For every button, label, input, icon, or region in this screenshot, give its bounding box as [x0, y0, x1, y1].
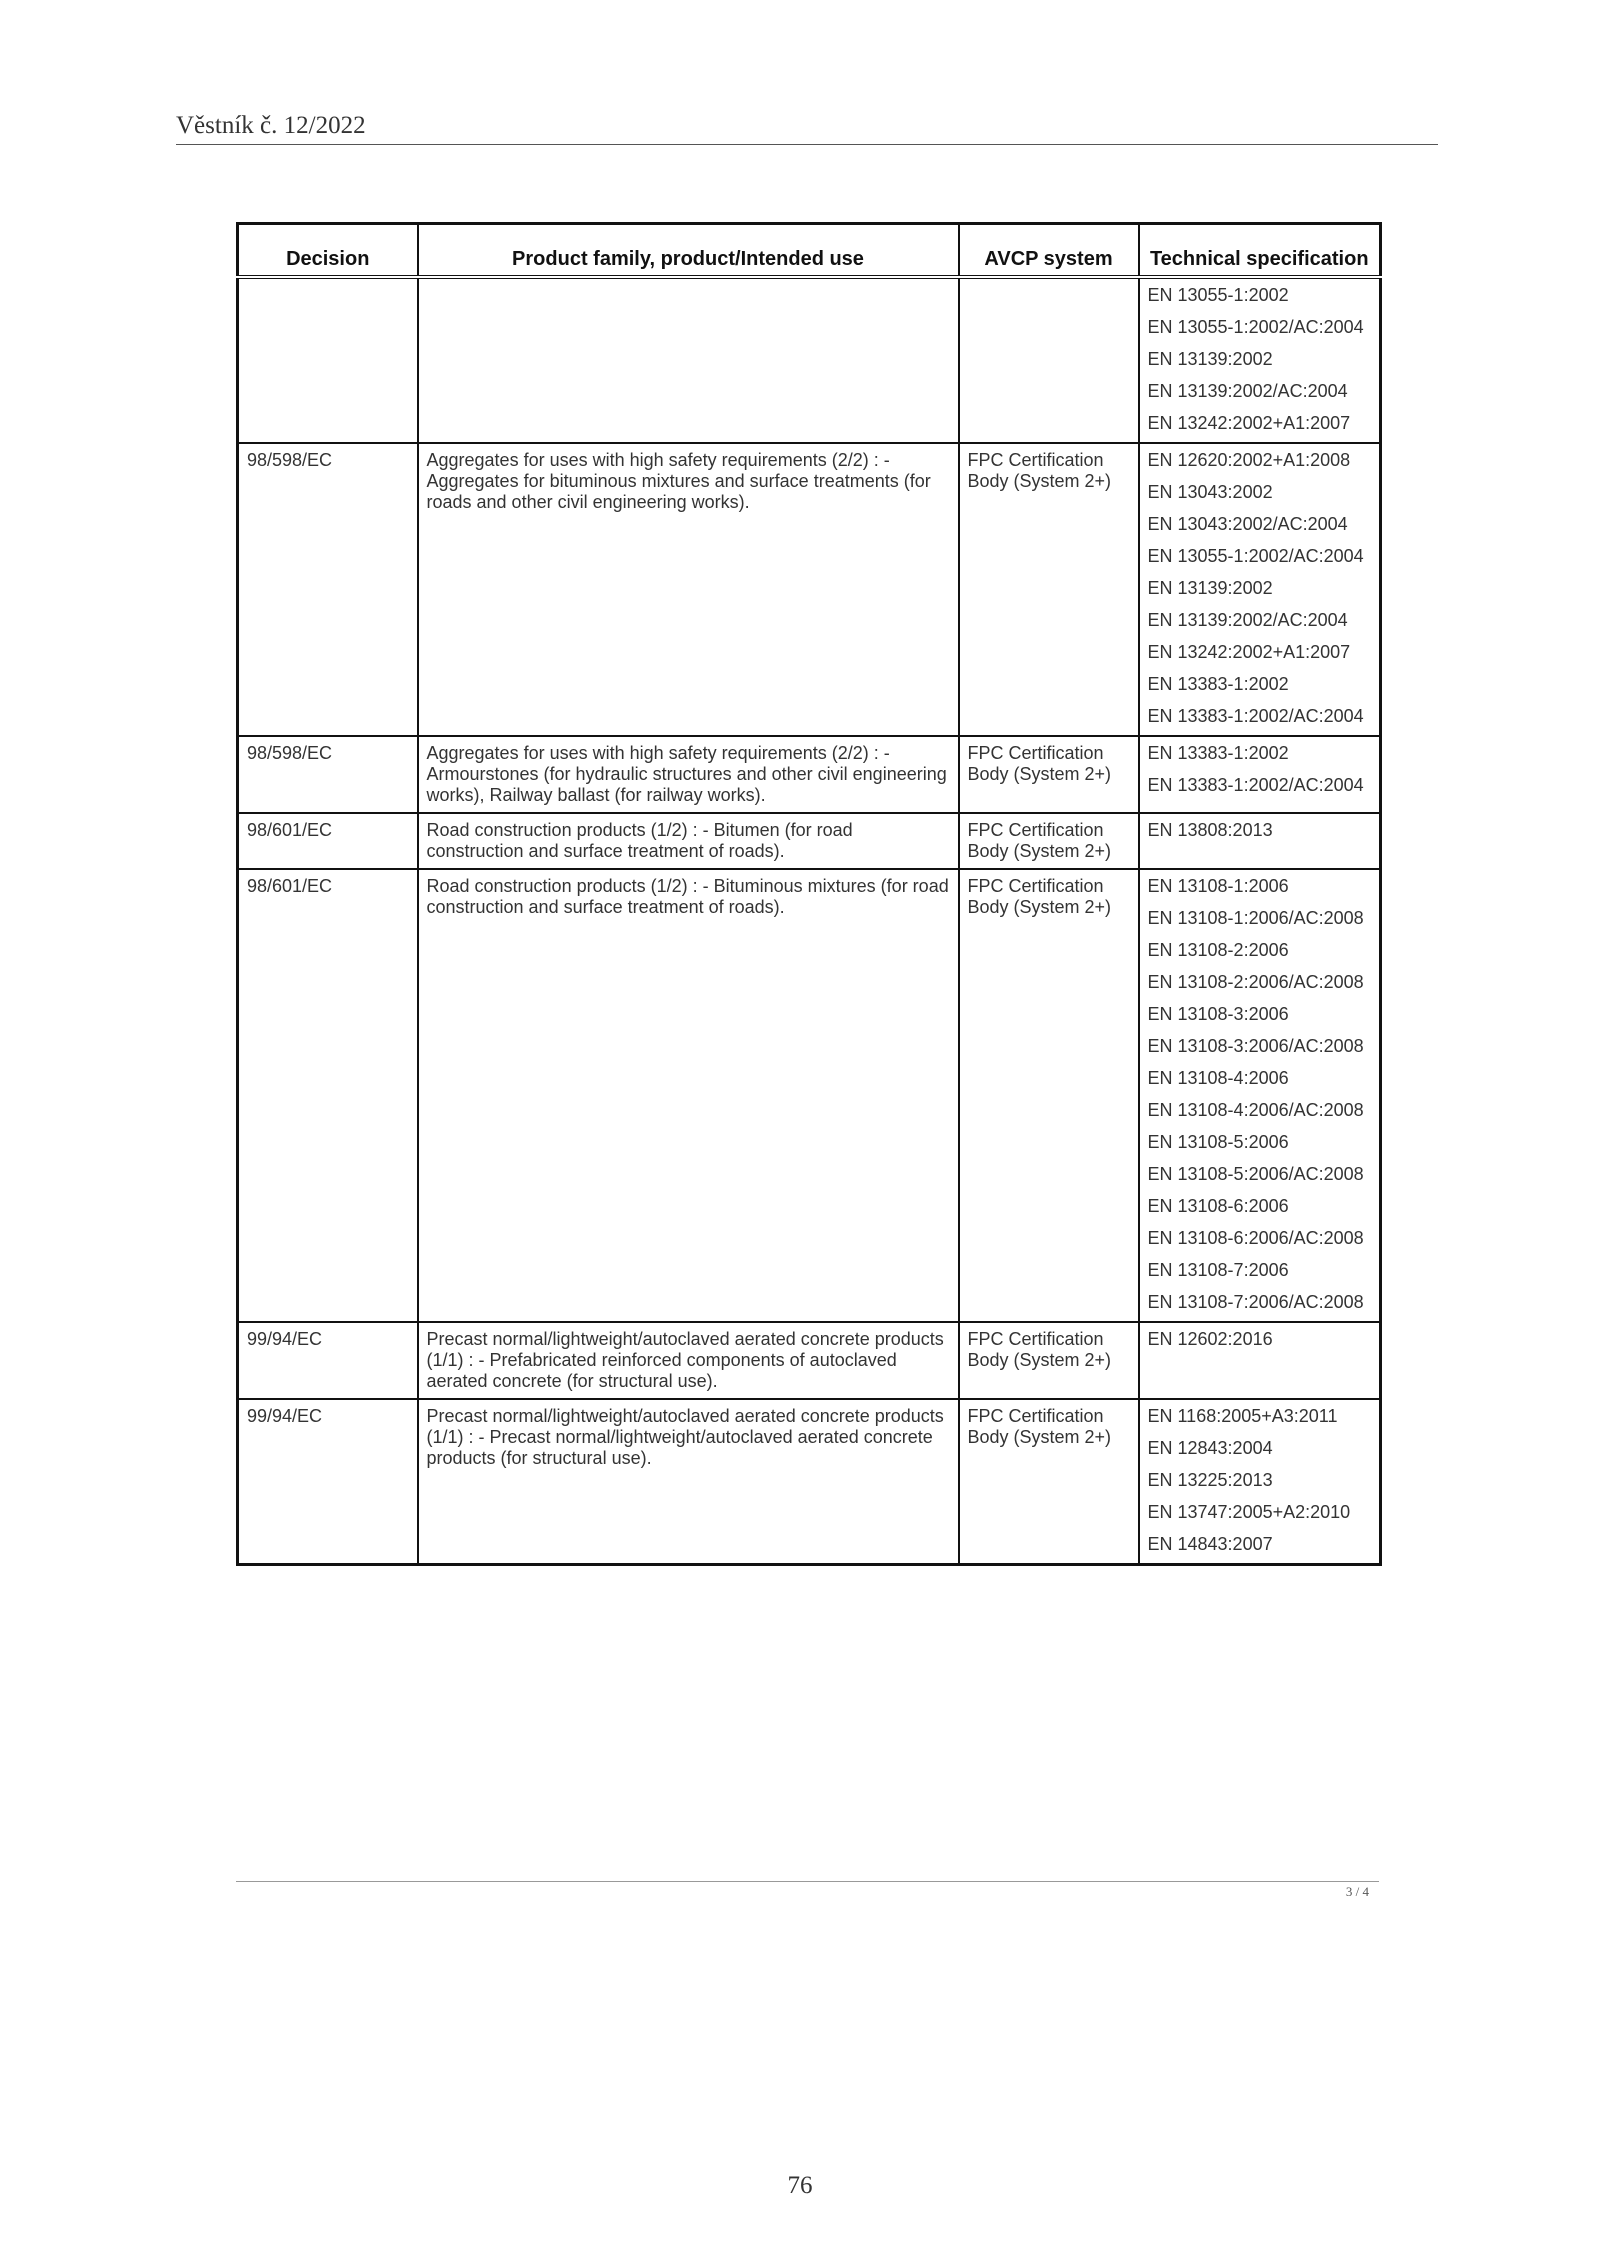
specification-item: EN 13139:2002 [1147, 349, 1273, 369]
specification-item: EN 13808:2013 [1147, 820, 1273, 840]
product-cell: Aggregates for uses with high safety requirements (2/2) : - Armourstones (for hydraulic structures and other civil engineering works), Railway ballast (for railway works). [418, 736, 959, 813]
specification-item: EN 13242:2002+A1:2007 [1147, 642, 1351, 662]
technical-specification-cell [1139, 1399, 1381, 1565]
sheet-number: 3 / 4 [1345, 1884, 1369, 1899]
avcp-cell [959, 277, 1139, 443]
specification-item: EN 13139:2002 [1147, 578, 1273, 598]
technical-specification-cell [1139, 736, 1381, 813]
table-row [238, 277, 1381, 443]
specification-item: EN 13383-1:2002 [1147, 674, 1289, 694]
specification-item: EN 13747:2005+A2:2010 [1147, 1502, 1351, 1522]
specification-item: EN 12843:2004 [1147, 1438, 1273, 1458]
specification-item: EN 13383-1:2002/AC:2004 [1147, 706, 1364, 726]
journal-title: Věstník č. 12/2022 [176, 112, 366, 139]
specification-item: EN 13108-5:2006 [1147, 1132, 1289, 1152]
specification-item: EN 13383-1:2002/AC:2004 [1147, 775, 1364, 795]
specification-item: EN 1168:2005+A3:2011 [1147, 1406, 1338, 1426]
column-header-technical-specification: Technical specification [1139, 224, 1381, 278]
avcp-cell: FPC Certification Body (System 2+) [959, 1322, 1139, 1399]
specification-item: EN 13108-3:2006 [1147, 1004, 1289, 1024]
specification-item: EN 12620:2002+A1:2008 [1147, 450, 1351, 470]
decision-cell: 98/601/EC [238, 869, 418, 1322]
specification-item: EN 12602:2016 [1147, 1329, 1273, 1349]
specification-item: EN 13055-1:2002/AC:2004 [1147, 317, 1364, 337]
specification-item: EN 13108-6:2006 [1147, 1196, 1289, 1216]
decision-cell: 98/601/EC [238, 813, 418, 869]
decision-cell: 99/94/EC [238, 1399, 418, 1565]
technical-specification-cell [1139, 277, 1381, 443]
decision-cell: 98/598/EC [238, 443, 418, 736]
page-number: 76 [787, 2172, 813, 2199]
specification-item: EN 13108-1:2006 [1147, 876, 1289, 896]
specification-item: EN 13055-1:2002/AC:2004 [1147, 546, 1364, 566]
specification-item: EN 13108-7:2006 [1147, 1260, 1289, 1280]
specification-item: EN 14843:2007 [1147, 1534, 1273, 1554]
decision-cell [238, 277, 418, 443]
technical-specification-cell [1139, 1322, 1381, 1399]
decision-cell: 99/94/EC [238, 1322, 418, 1399]
specification-item: EN 13043:2002/AC:2004 [1147, 514, 1348, 534]
specification-item: EN 13242:2002+A1:2007 [1147, 413, 1351, 433]
table-row [238, 443, 1381, 736]
avcp-cell: FPC Certification Body (System 2+) [959, 736, 1139, 813]
column-header-avcp: AVCP system [959, 224, 1139, 278]
avcp-cell: FPC Certification Body (System 2+) [959, 1399, 1139, 1565]
specification-item: EN 13139:2002/AC:2004 [1147, 610, 1348, 630]
footer-rule [236, 1881, 1379, 1882]
specification-item: EN 13139:2002/AC:2004 [1147, 381, 1348, 401]
specification-item: EN 13043:2002 [1147, 482, 1273, 502]
technical-specification-cell [1139, 869, 1381, 1322]
table-row [238, 1322, 1381, 1399]
table-header-row [238, 224, 1381, 278]
specification-item: EN 13108-2:2006 [1147, 940, 1289, 960]
product-cell: Road construction products (1/2) : - Bitumen (for road construction and surface treatment of roads). [418, 813, 959, 869]
product-cell [418, 277, 959, 443]
table-row [238, 813, 1381, 869]
specification-item: EN 13383-1:2002 [1147, 743, 1289, 763]
avcp-cell: FPC Certification Body (System 2+) [959, 813, 1139, 869]
product-cell: Road construction products (1/2) : - Bituminous mixtures (for road construction and surface treatment of roads). [418, 869, 959, 1322]
product-cell: Precast normal/lightweight/autoclaved aerated concrete products (1/1) : - Precast normal/lightweight/autoclaved aerated concrete products (for structural use). [418, 1399, 959, 1565]
specification-item: EN 13108-4:2006 [1147, 1068, 1289, 1088]
avcp-cell: FPC Certification Body (System 2+) [959, 869, 1139, 1322]
specification-item: EN 13108-3:2006/AC:2008 [1147, 1036, 1364, 1056]
column-header-product: Product family, product/Intended use [418, 224, 959, 278]
product-cell: Precast normal/lightweight/autoclaved aerated concrete products (1/1) : - Prefabricated reinforced components of autoclaved aerated concrete (for structural use). [418, 1322, 959, 1399]
technical-specification-cell [1139, 813, 1381, 869]
technical-specification-cell [1139, 443, 1381, 736]
specification-item: EN 13108-6:2006/AC:2008 [1147, 1228, 1364, 1248]
column-header-decision: Decision [238, 224, 418, 278]
specification-item: EN 13225:2013 [1147, 1470, 1273, 1490]
decision-cell: 98/598/EC [238, 736, 418, 813]
table-row [238, 1399, 1381, 1565]
specification-item: EN 13108-7:2006/AC:2008 [1147, 1292, 1364, 1312]
table-row [238, 736, 1381, 813]
specification-item: EN 13108-1:2006/AC:2008 [1147, 908, 1364, 928]
specification-item: EN 13108-5:2006/AC:2008 [1147, 1164, 1364, 1184]
specification-item: EN 13108-2:2006/AC:2008 [1147, 972, 1364, 992]
journal-header [176, 112, 1438, 145]
specification-table [236, 222, 1382, 1566]
specification-item: EN 13108-4:2006/AC:2008 [1147, 1100, 1364, 1120]
product-cell: Aggregates for uses with high safety requirements (2/2) : - Aggregates for bituminous mixtures and surface treatments (for roads and other civil engineering works). [418, 443, 959, 736]
table-row [238, 869, 1381, 1322]
table-body [238, 277, 1381, 1565]
avcp-cell: FPC Certification Body (System 2+) [959, 443, 1139, 736]
specification-item: EN 13055-1:2002 [1147, 285, 1289, 305]
